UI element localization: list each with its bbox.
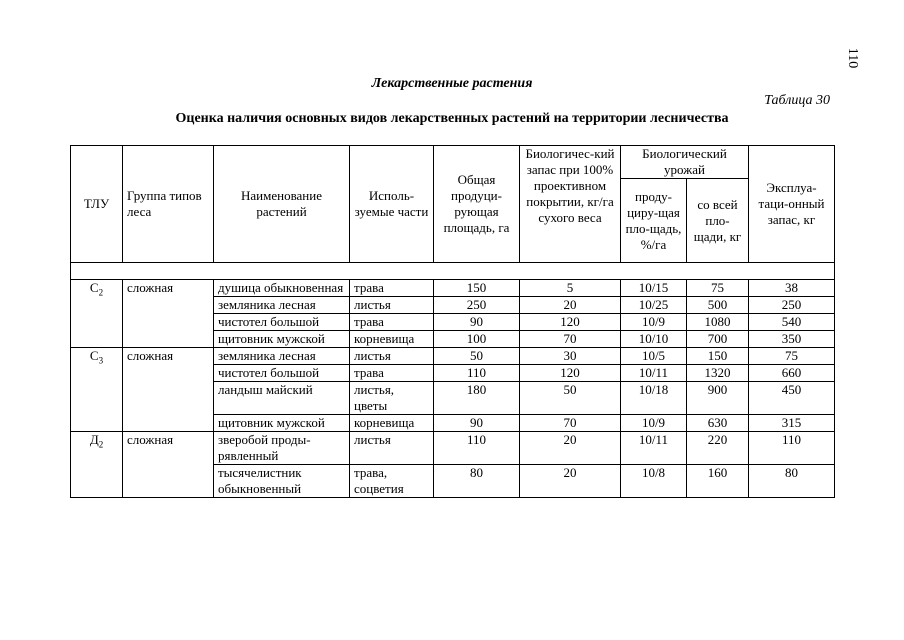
tlu-cell <box>71 432 123 498</box>
producing-area-cell: 10/18 <box>621 382 687 415</box>
plant-name-cell: земляника лесная <box>214 348 350 365</box>
spacer-row <box>71 263 835 280</box>
total-area-cell: 50 <box>434 348 520 365</box>
used-part-cell: листья <box>350 297 434 314</box>
tlu-letter: Д <box>89 432 99 447</box>
plant-name-cell: ландыш майский <box>214 382 350 415</box>
producing-area-cell: 10/9 <box>621 314 687 331</box>
header-whole-area: со всей пло-щади, кг <box>687 179 749 263</box>
exploit-stock-cell: 80 <box>749 465 835 498</box>
header-used-parts: Исполь-зуемые части <box>350 146 434 263</box>
producing-area-cell: 10/5 <box>621 348 687 365</box>
total-area-cell: 250 <box>434 297 520 314</box>
plant-name-cell: душица обыкновенная <box>214 280 350 297</box>
forest-group-cell: сложная <box>123 432 214 498</box>
bio-stock-cell: 20 <box>520 465 621 498</box>
producing-area-cell: 10/15 <box>621 280 687 297</box>
plant-name-cell: щитовник мужской <box>214 331 350 348</box>
plant-name-cell: тысячелистник обыкновенный <box>214 465 350 498</box>
table-title: Оценка наличия основных видов лекарственных растений на территории лесничества <box>175 111 729 126</box>
tlu-letter: С <box>89 280 99 295</box>
total-area-cell: 90 <box>434 314 520 331</box>
header-bio-yield: Биологический урожай <box>621 146 749 179</box>
page-number: 110 <box>845 47 861 69</box>
bio-stock-cell: 20 <box>520 432 621 465</box>
bio-stock-cell: 50 <box>520 382 621 415</box>
forest-group-cell: сложная <box>123 348 214 432</box>
table-row <box>71 280 835 297</box>
header-bio-stock: Биологичес-кий запас при 100% проективном покрытии, кг/га сухого веса <box>520 146 621 263</box>
exploit-stock-cell: 660 <box>749 365 835 382</box>
header-exploit-stock: Эксплуа-таци-онный запас, кг <box>749 146 835 263</box>
used-part-cell: трава <box>350 314 434 331</box>
tlu-index: 2 <box>98 287 104 298</box>
whole-area-cell: 160 <box>687 465 749 498</box>
exploit-stock-cell: 315 <box>749 415 835 432</box>
plant-name-cell: чистотел большой <box>214 365 350 382</box>
table-label: Таблица 30 <box>764 93 830 108</box>
whole-area-cell: 220 <box>687 432 749 465</box>
producing-area-cell: 10/10 <box>621 331 687 348</box>
total-area-cell: 80 <box>434 465 520 498</box>
plant-name-cell: чистотел большой <box>214 314 350 331</box>
total-area-cell: 180 <box>434 382 520 415</box>
medicinal-plants-table <box>70 145 835 498</box>
whole-area-cell: 500 <box>687 297 749 314</box>
tlu-cell <box>71 348 123 432</box>
tlu-letter: С <box>89 348 99 363</box>
bio-stock-cell: 20 <box>520 297 621 314</box>
total-area-cell: 150 <box>434 280 520 297</box>
producing-area-cell: 10/11 <box>621 432 687 465</box>
header-total-area: Общая продуци-рующая площадь, га <box>434 146 520 263</box>
exploit-stock-cell: 110 <box>749 432 835 465</box>
tlu-index: 2 <box>98 439 104 450</box>
whole-area-cell: 150 <box>687 348 749 365</box>
header-tlu: ТЛУ <box>71 146 123 263</box>
total-area-cell: 110 <box>434 432 520 465</box>
table-row <box>71 432 835 465</box>
whole-area-cell: 1320 <box>687 365 749 382</box>
producing-area-cell: 10/11 <box>621 365 687 382</box>
bio-stock-cell: 120 <box>520 314 621 331</box>
used-part-cell: трава <box>350 365 434 382</box>
tlu-cell <box>71 280 123 348</box>
whole-area-cell: 1080 <box>687 314 749 331</box>
whole-area-cell: 630 <box>687 415 749 432</box>
total-area-cell: 90 <box>434 415 520 432</box>
used-part-cell: корневища <box>350 415 434 432</box>
tlu-index: 3 <box>98 355 104 366</box>
exploit-stock-cell: 250 <box>749 297 835 314</box>
producing-area-cell: 10/25 <box>621 297 687 314</box>
section-title: Лекарственные растения <box>371 76 533 91</box>
whole-area-cell: 75 <box>687 280 749 297</box>
plant-name-cell: земляника лесная <box>214 297 350 314</box>
bio-stock-cell: 70 <box>520 415 621 432</box>
exploit-stock-cell: 540 <box>749 314 835 331</box>
exploit-stock-cell: 75 <box>749 348 835 365</box>
whole-area-cell: 700 <box>687 331 749 348</box>
bio-stock-cell: 30 <box>520 348 621 365</box>
used-part-cell: трава <box>350 280 434 297</box>
producing-area-cell: 10/8 <box>621 465 687 498</box>
bio-stock-cell: 70 <box>520 331 621 348</box>
used-part-cell: листья <box>350 348 434 365</box>
producing-area-cell: 10/9 <box>621 415 687 432</box>
used-part-cell: листья <box>350 432 434 465</box>
whole-area-cell: 900 <box>687 382 749 415</box>
header-producing-area: проду-циру-щая пло-щадь, %/га <box>621 179 687 263</box>
exploit-stock-cell: 350 <box>749 331 835 348</box>
used-part-cell: корневища <box>350 331 434 348</box>
forest-group-cell: сложная <box>123 280 214 348</box>
plant-name-cell: зверобой проды-рявленный <box>214 432 350 465</box>
used-part-cell: листья, цветы <box>350 382 434 415</box>
exploit-stock-cell: 38 <box>749 280 835 297</box>
table-row <box>71 348 835 365</box>
bio-stock-cell: 5 <box>520 280 621 297</box>
used-part-cell: трава, соцветия <box>350 465 434 498</box>
plant-name-cell: щитовник мужской <box>214 415 350 432</box>
total-area-cell: 110 <box>434 365 520 382</box>
exploit-stock-cell: 450 <box>749 382 835 415</box>
header-forest-group: Группа типов леса <box>123 146 214 263</box>
bio-stock-cell: 120 <box>520 365 621 382</box>
header-plant-name: Наименование растений <box>214 146 350 263</box>
total-area-cell: 100 <box>434 331 520 348</box>
